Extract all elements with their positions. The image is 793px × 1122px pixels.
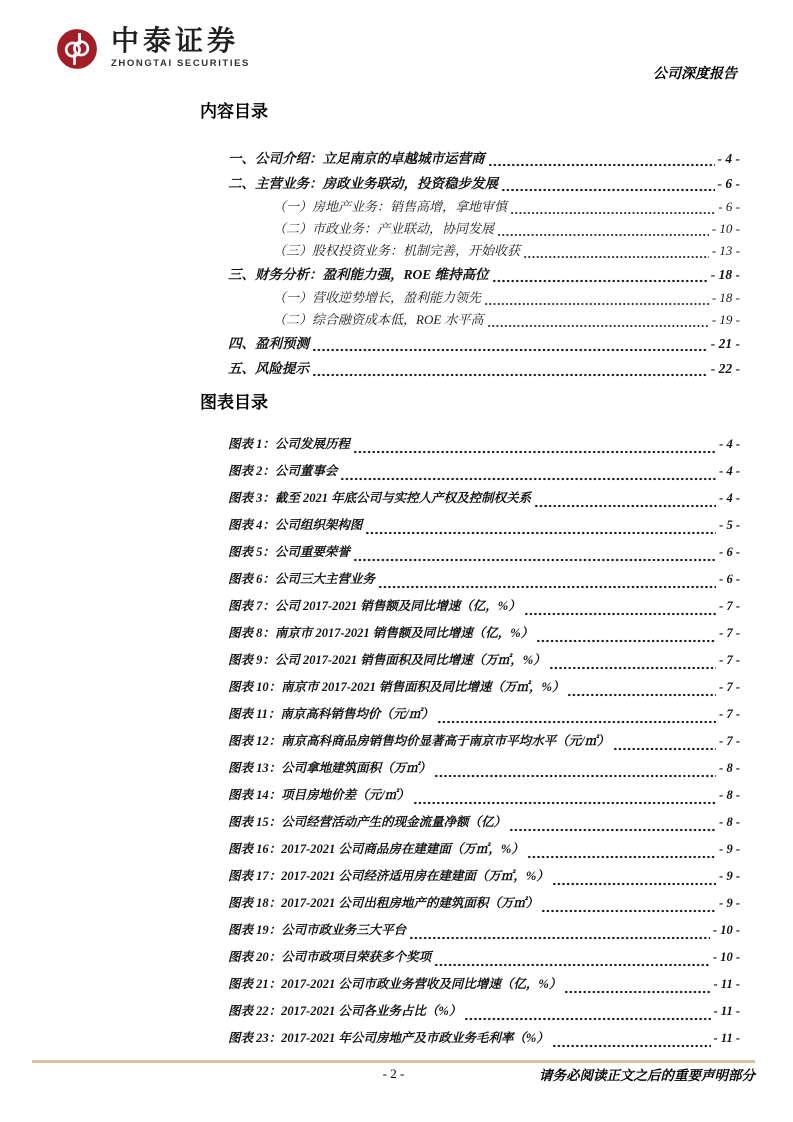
dotted-leader [552, 1044, 711, 1048]
toc-entry-title[interactable]: 图表 3：截至 2021 年底公司与实控人产权及控制权关系 [228, 491, 532, 505]
toc-list [200, 146, 740, 381]
dotted-leader [492, 279, 708, 283]
toc-entry-page[interactable]: - 9 - [719, 842, 740, 856]
toc-entry-title[interactable]: 图表 13：公司拿地建筑面积（万㎡） [228, 761, 432, 775]
toc-entry-page[interactable]: - 7 - [719, 599, 740, 613]
dotted-leader [524, 612, 716, 616]
toc-entry-title[interactable]: 三、财务分析：盈利能力强，ROE 维持高位 [228, 267, 489, 282]
toc-entry-page[interactable]: - 19 - [711, 312, 740, 327]
toc-entry[interactable] [228, 146, 740, 171]
toc-entry-title[interactable]: 图表 5：公司重要荣誉 [228, 545, 350, 559]
toc-entry-title[interactable]: 图表 17：2017-2021 公司经济适用房在建建面（万㎡，%） [228, 869, 549, 883]
toc-entry-page[interactable]: - 7 - [719, 626, 740, 640]
toc-entry-title[interactable]: （一）营收逆势增长，盈利能力领先 [273, 290, 482, 305]
footer-disclaimer: 请务必阅读正文之后的重要声明部分 [539, 1068, 755, 1083]
toc-entry-title[interactable]: （一）房地产业务：销售高增，拿地审慎 [273, 199, 508, 214]
dotted-leader [365, 531, 716, 535]
report-type-label: 公司深度报告 [653, 67, 737, 82]
toc-entry-title[interactable]: 图表 1：公司发展历程 [228, 437, 350, 451]
dotted-leader [509, 828, 716, 832]
toc-entry-title[interactable]: （二）市政业务：产业联动，协同发展 [273, 221, 495, 236]
toc-entry-title[interactable]: 四、盈利预测 [228, 336, 309, 351]
dotted-leader [378, 585, 716, 589]
figure-entry[interactable] [228, 890, 740, 917]
logo-en-text: ZHONGTAI SECURITIES [111, 58, 250, 69]
toc-entry-page[interactable]: - 21 - [710, 336, 740, 351]
toc-entry[interactable] [228, 171, 740, 196]
toc-entry[interactable] [273, 240, 740, 262]
zhongtai-logo-icon [56, 28, 98, 70]
figure-entry[interactable] [228, 539, 740, 566]
dotted-leader [527, 855, 716, 859]
zhongtai-logo [56, 26, 250, 70]
toc-entry-title[interactable]: 图表 4：公司组织架构图 [228, 518, 363, 532]
toc-entry-page[interactable]: - 4 - [717, 151, 740, 166]
toc-entry-page[interactable]: - 18 - [710, 267, 740, 282]
dotted-leader [534, 504, 716, 508]
dotted-leader [434, 774, 716, 778]
figure-entry[interactable] [228, 728, 740, 755]
toc-entry-page[interactable]: - 4 - [719, 491, 740, 505]
dotted-leader [437, 720, 716, 724]
figure-entry[interactable] [228, 593, 740, 620]
toc-entry-title[interactable]: 图表 2：公司董事会 [228, 464, 338, 478]
figure-entry[interactable] [228, 485, 740, 512]
toc-entry-title[interactable]: 图表 19：公司市政业务三大平台 [228, 923, 407, 937]
toc-entry-page[interactable]: - 9 - [719, 869, 740, 883]
figure-entry[interactable] [228, 998, 740, 1025]
figure-entry[interactable] [228, 701, 740, 728]
figure-entry[interactable] [228, 647, 740, 674]
table-of-contents [200, 100, 740, 1052]
toc-entry-page[interactable]: - 9 - [719, 896, 740, 910]
dotted-leader [523, 255, 709, 259]
dotted-leader [487, 324, 709, 328]
toc-entry-page[interactable]: - 5 - [719, 518, 740, 532]
dotted-leader [434, 963, 710, 967]
dotted-leader [549, 666, 716, 670]
toc-entry-page[interactable]: - 6 - [719, 572, 740, 586]
toc-entry-page[interactable]: - 11 - [713, 1004, 740, 1018]
toc-entry-title[interactable]: 图表 16：2017-2021 公司商品房在建建面（万㎡，%） [228, 842, 524, 856]
toc-entry-title[interactable]: （二）综合融资成本低，ROE 水平高 [273, 312, 484, 327]
toc-entry[interactable] [273, 287, 740, 309]
figure-entry[interactable] [228, 782, 740, 809]
dotted-leader [552, 882, 716, 886]
dotted-leader [409, 936, 710, 940]
dotted-leader [353, 558, 716, 562]
figure-entry[interactable] [228, 1025, 740, 1052]
figure-entry[interactable] [228, 566, 740, 593]
toc-entry-title[interactable]: （三）股权投资业务：机制完善，开始收获 [273, 243, 521, 258]
toc-entry-page[interactable]: - 6 - [719, 545, 740, 559]
toc-entry[interactable] [273, 218, 740, 240]
toc-entry-page[interactable]: - 4 - [719, 437, 740, 451]
toc-entry-page[interactable]: - 10 - [712, 950, 740, 964]
figure-list-title: 图表目录 [200, 393, 268, 412]
footer-divider [32, 1060, 755, 1063]
dotted-leader [488, 163, 715, 167]
toc-entry-page[interactable]: - 7 - [719, 680, 740, 694]
dotted-leader [510, 211, 715, 215]
toc-entry-page[interactable]: - 4 - [719, 464, 740, 478]
dotted-leader [501, 188, 715, 192]
figure-entry[interactable] [228, 917, 740, 944]
toc-entry-title[interactable]: 图表 12：南京高科商品房销售均价显著高于南京市平均水平（元/㎡） [228, 734, 610, 748]
toc-title: 内容目录 [200, 102, 268, 121]
toc-entry-title[interactable]: 图表 15：公司经营活动产生的现金流量净额（亿） [228, 815, 507, 829]
figure-entry[interactable] [228, 620, 740, 647]
figure-entry[interactable] [228, 674, 740, 701]
toc-entry-title[interactable]: 图表 22：2017-2021 公司各业务占比（%） [228, 1004, 462, 1018]
toc-entry-page[interactable]: - 8 - [719, 761, 740, 775]
toc-entry-page[interactable]: - 6 - [718, 199, 740, 214]
toc-entry[interactable] [273, 196, 740, 218]
toc-entry-title[interactable]: 五、风险提示 [228, 361, 309, 376]
toc-entry-page[interactable]: - 7 - [719, 707, 740, 721]
figure-entry[interactable] [228, 809, 740, 836]
dotted-leader [340, 477, 716, 481]
toc-entry-title[interactable]: 图表 11：南京高科销售均价（元/㎡） [228, 707, 434, 721]
dotted-leader [312, 348, 708, 352]
toc-entry-title[interactable]: 图表 18：2017-2021 公司出租房地产的建筑面积（万㎡） [228, 896, 539, 910]
toc-entry-page[interactable]: - 8 - [719, 788, 740, 802]
toc-entry-page[interactable]: - 13 - [711, 243, 740, 258]
figure-entry[interactable] [228, 944, 740, 971]
toc-entry-page[interactable]: - 11 - [713, 1031, 740, 1045]
dotted-leader [613, 747, 717, 751]
dotted-leader [484, 302, 709, 306]
logo-cn-text: 中泰证券 [111, 25, 240, 56]
toc-entry-title[interactable]: 一、公司介绍：立足南京的卓越城市运营商 [228, 151, 485, 166]
toc-entry-page[interactable]: - 18 - [711, 290, 740, 305]
figure-list [200, 431, 740, 1052]
toc-entry-page[interactable]: - 11 - [713, 977, 740, 991]
dotted-leader [353, 450, 716, 454]
toc-entry-page[interactable]: - 7 - [719, 653, 740, 667]
toc-entry-page[interactable]: - 10 - [712, 923, 740, 937]
figure-entry[interactable] [228, 863, 740, 890]
dotted-leader [536, 639, 716, 643]
toc-entry-title[interactable]: 二、主营业务：房政业务联动，投资稳步发展 [228, 176, 498, 191]
toc-entry-title[interactable]: 图表 10：南京市 2017-2021 销售面积及同比增速（万㎡，%） [228, 680, 565, 694]
toc-entry[interactable] [228, 331, 740, 356]
toc-entry-page[interactable]: - 10 - [711, 221, 740, 236]
dotted-leader [312, 373, 708, 377]
toc-entry-title[interactable]: 图表 7：公司 2017-2021 销售额及同比增速（亿，%） [228, 599, 521, 613]
figure-entry[interactable] [228, 755, 740, 782]
dotted-leader [464, 1017, 710, 1021]
toc-entry-title[interactable]: 图表 23：2017-2021 年公司房地产及市政业务毛利率（%） [228, 1031, 549, 1045]
toc-entry-title[interactable]: 图表 6：公司三大主营业务 [228, 572, 375, 586]
toc-entry-page[interactable]: - 22 - [710, 361, 740, 376]
toc-entry-page[interactable]: - 6 - [717, 176, 740, 191]
logo-text-block [111, 26, 250, 69]
toc-entry[interactable] [228, 356, 740, 381]
figure-entry[interactable] [228, 971, 740, 998]
toc-entry-title[interactable]: 图表 21：2017-2021 公司市政业务营收及同比增速（亿，%） [228, 977, 562, 991]
toc-entry[interactable] [273, 309, 740, 331]
figure-entry[interactable] [228, 431, 740, 458]
figure-entry[interactable] [228, 836, 740, 863]
toc-entry-title[interactable]: 图表 14：项目房地价差（元/㎡） [228, 788, 410, 802]
dotted-leader [497, 233, 709, 237]
footer-page-number: - 2 - [382, 1066, 405, 1081]
dotted-leader [413, 801, 717, 805]
figure-entry[interactable] [228, 512, 740, 539]
figure-entry[interactable] [228, 458, 740, 485]
toc-entry[interactable] [228, 262, 740, 287]
toc-entry-page[interactable]: - 8 - [719, 815, 740, 829]
dotted-leader [541, 909, 716, 913]
toc-entry-title[interactable]: 图表 8：南京市 2017-2021 销售额及同比增速（亿，%） [228, 626, 534, 640]
toc-entry-page[interactable]: - 7 - [719, 734, 740, 748]
toc-entry-title[interactable]: 图表 20：公司市政项目荣获多个奖项 [228, 950, 432, 964]
dotted-leader [567, 693, 716, 697]
toc-entry-title[interactable]: 图表 9：公司 2017-2021 销售面积及同比增速（万㎡，%） [228, 653, 546, 667]
dotted-leader [564, 990, 710, 994]
